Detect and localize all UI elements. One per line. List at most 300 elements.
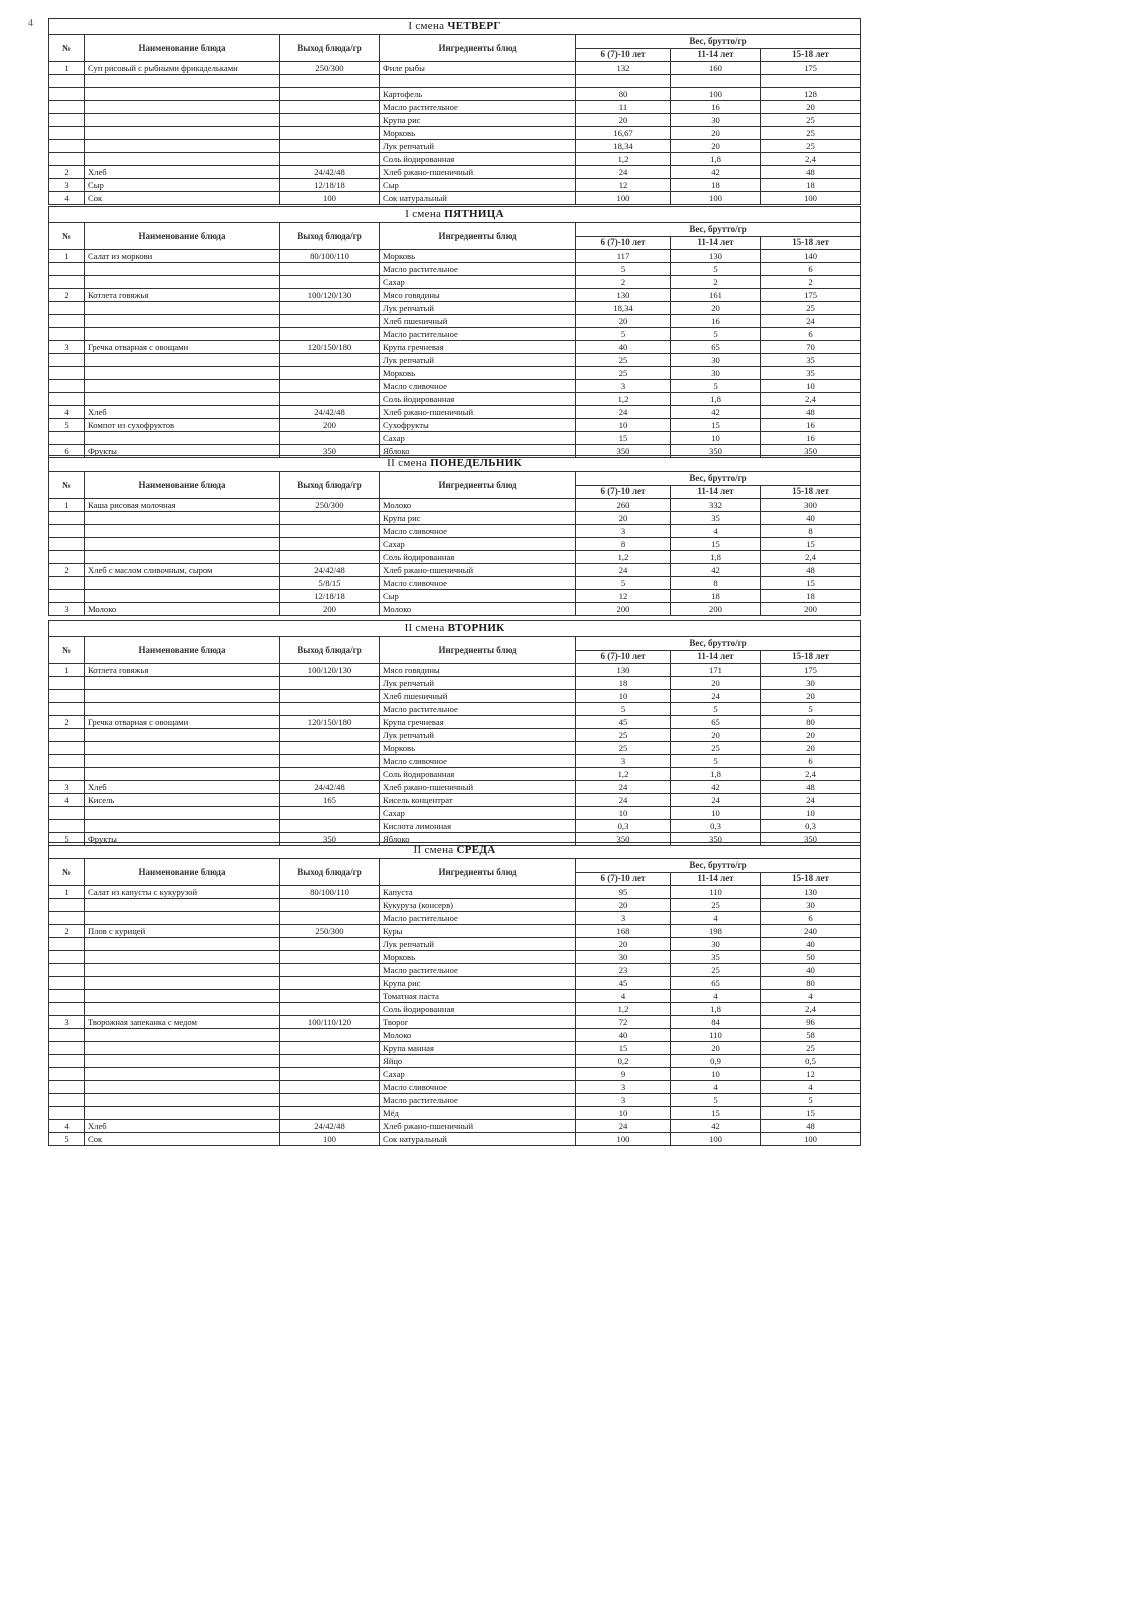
- dish-name: Суп рисовый с рыбными фрикадельками: [85, 62, 280, 75]
- dish-yield: [280, 912, 380, 925]
- weight-6-10: 24: [576, 781, 671, 794]
- weight-6-10: 45: [576, 977, 671, 990]
- table-row: [49, 603, 861, 616]
- header-ingredients: Ингредиенты блюд: [380, 472, 576, 499]
- ingredient-name: Крупа рис: [380, 977, 576, 990]
- weight-6-10: 18,34: [576, 302, 671, 315]
- dish-name: Сок: [85, 192, 280, 205]
- table-row: [49, 302, 861, 315]
- weight-6-10: 25: [576, 367, 671, 380]
- row-num: 4: [49, 192, 85, 205]
- header-age-6-10: 6 (7)-10 лет: [576, 872, 671, 886]
- dish-yield: [280, 1029, 380, 1042]
- table-row: [49, 1133, 861, 1146]
- weight-15-18: 35: [761, 354, 861, 367]
- dish-yield: [280, 127, 380, 140]
- weight-11-14: 20: [671, 127, 761, 140]
- ingredient-name: Морковь: [380, 951, 576, 964]
- dish-name: [85, 577, 280, 590]
- table-row: [49, 1107, 861, 1120]
- weight-6-10: 10: [576, 419, 671, 432]
- weight-15-18: 6: [761, 755, 861, 768]
- weight-11-14: 24: [671, 690, 761, 703]
- table-title: [49, 207, 861, 223]
- dish-name: [85, 951, 280, 964]
- weight-6-10: 5: [576, 703, 671, 716]
- dish-name: [85, 1107, 280, 1120]
- weight-15-18: 300: [761, 499, 861, 512]
- weight-6-10: 5: [576, 263, 671, 276]
- table-row: [49, 807, 861, 820]
- dish-yield: [280, 951, 380, 964]
- ingredient-name: Соль йодированная: [380, 153, 576, 166]
- dish-yield: [280, 328, 380, 341]
- weight-11-14: 110: [671, 1029, 761, 1042]
- table-row: [49, 1081, 861, 1094]
- weight-11-14: 25: [671, 964, 761, 977]
- dish-yield: [280, 315, 380, 328]
- weight-11-14: 110: [671, 886, 761, 899]
- ingredient-name: Кисель концентрат: [380, 794, 576, 807]
- weight-11-14: 0,3: [671, 820, 761, 833]
- dish-yield: 12/18/18: [280, 179, 380, 192]
- ingredient-name: Морковь: [380, 367, 576, 380]
- dish-name: Молоко: [85, 603, 280, 616]
- dish-yield: 80/100/110: [280, 886, 380, 899]
- ingredient-name: Соль йодированная: [380, 768, 576, 781]
- row-num: 5: [49, 833, 85, 846]
- ingredient-name: Крупа рис: [380, 512, 576, 525]
- row-num: [49, 153, 85, 166]
- dish-name: [85, 140, 280, 153]
- weight-11-14: 332: [671, 499, 761, 512]
- row-num: [49, 807, 85, 820]
- dish-name: [85, 1068, 280, 1081]
- weight-6-10: [576, 75, 671, 88]
- weight-6-10: 25: [576, 354, 671, 367]
- weight-11-14: 25: [671, 742, 761, 755]
- table-row: [49, 101, 861, 114]
- table-row: [49, 153, 861, 166]
- weight-11-14: 2: [671, 276, 761, 289]
- dish-yield: 250/300: [280, 499, 380, 512]
- weight-15-18: 140: [761, 250, 861, 263]
- ingredient-name: Сахар: [380, 538, 576, 551]
- weight-6-10: 117: [576, 250, 671, 263]
- ingredient-name: Молоко: [380, 1029, 576, 1042]
- dish-name: Фрукты: [85, 445, 280, 458]
- weight-11-14: 20: [671, 1042, 761, 1055]
- ingredient-name: Мясо говядины: [380, 289, 576, 302]
- dish-name: [85, 899, 280, 912]
- ingredient-name: Лук репчатый: [380, 677, 576, 690]
- weight-11-14: 65: [671, 716, 761, 729]
- header-weight: Вес, брутто/гр: [576, 859, 861, 873]
- menu-table-monday: [48, 455, 861, 616]
- table-row: [49, 406, 861, 419]
- dish-name: [85, 551, 280, 564]
- dish-name: [85, 328, 280, 341]
- table-row: [49, 289, 861, 302]
- row-num: [49, 380, 85, 393]
- weight-6-10: 1,2: [576, 551, 671, 564]
- weight-11-14: 65: [671, 977, 761, 990]
- dish-name: [85, 88, 280, 101]
- weight-6-10: 4: [576, 990, 671, 1003]
- header-age-15-18: 15-18 лет: [761, 872, 861, 886]
- weight-6-10: 20: [576, 114, 671, 127]
- ingredient-name: Творог: [380, 1016, 576, 1029]
- ingredient-name: Соль йодированная: [380, 1003, 576, 1016]
- ingredient-name: Яйцо: [380, 1055, 576, 1068]
- header-age-15-18: 15-18 лет: [761, 48, 861, 62]
- table-row: [49, 781, 861, 794]
- weight-6-10: 95: [576, 886, 671, 899]
- weight-15-18: 15: [761, 577, 861, 590]
- dish-name: [85, 990, 280, 1003]
- weight-6-10: 11: [576, 101, 671, 114]
- day-label: ПОНЕДЕЛЬНИК: [430, 457, 522, 469]
- row-num: 1: [49, 664, 85, 677]
- dish-yield: [280, 88, 380, 101]
- dish-yield: [280, 742, 380, 755]
- weight-6-10: 3: [576, 1081, 671, 1094]
- header-num: №: [49, 223, 85, 250]
- row-num: [49, 525, 85, 538]
- ingredient-name: Сок натуральный: [380, 192, 576, 205]
- row-num: [49, 677, 85, 690]
- table-row: [49, 742, 861, 755]
- weight-6-10: 100: [576, 192, 671, 205]
- dish-yield: 350: [280, 833, 380, 846]
- dish-name: [85, 820, 280, 833]
- row-num: [49, 354, 85, 367]
- dish-name: [85, 380, 280, 393]
- header-dish-name: Наименование блюда: [85, 859, 280, 886]
- row-num: [49, 742, 85, 755]
- weight-11-14: 42: [671, 406, 761, 419]
- weight-11-14: 30: [671, 938, 761, 951]
- weight-15-18: 48: [761, 1120, 861, 1133]
- table-row: [49, 166, 861, 179]
- table-row: [49, 1055, 861, 1068]
- ingredient-name: Сыр: [380, 590, 576, 603]
- weight-15-18: 40: [761, 964, 861, 977]
- weight-11-14: 15: [671, 419, 761, 432]
- weight-11-14: 1,8: [671, 153, 761, 166]
- row-num: [49, 1003, 85, 1016]
- row-num: [49, 590, 85, 603]
- ingredient-name: Морковь: [380, 250, 576, 263]
- weight-11-14: 350: [671, 833, 761, 846]
- weight-15-18: [761, 75, 861, 88]
- dish-yield: [280, 1068, 380, 1081]
- weight-15-18: 130: [761, 886, 861, 899]
- header-age-11-14: 11-14 лет: [671, 236, 761, 250]
- weight-6-10: 10: [576, 807, 671, 820]
- dish-yield: [280, 153, 380, 166]
- weight-11-14: 5: [671, 703, 761, 716]
- dish-yield: [280, 1081, 380, 1094]
- dish-yield: [280, 140, 380, 153]
- weight-15-18: 30: [761, 677, 861, 690]
- weight-11-14: 5: [671, 328, 761, 341]
- ingredient-name: Хлеб ржано-пшеничный: [380, 564, 576, 577]
- row-num: [49, 551, 85, 564]
- row-num: 3: [49, 781, 85, 794]
- weight-11-14: [671, 75, 761, 88]
- dish-name: Компот из сухофруктов: [85, 419, 280, 432]
- dish-name: [85, 1003, 280, 1016]
- row-num: [49, 114, 85, 127]
- shift-label: I смена: [405, 208, 442, 220]
- weight-6-10: 350: [576, 445, 671, 458]
- table-row: [49, 925, 861, 938]
- weight-11-14: 30: [671, 354, 761, 367]
- weight-6-10: 24: [576, 794, 671, 807]
- weight-15-18: 0,3: [761, 820, 861, 833]
- dish-yield: [280, 512, 380, 525]
- page-number: 4: [28, 18, 33, 29]
- header-weight: Вес, брутто/гр: [576, 35, 861, 49]
- weight-6-10: 40: [576, 341, 671, 354]
- weight-11-14: 161: [671, 289, 761, 302]
- table-row: [49, 75, 861, 88]
- row-num: [49, 367, 85, 380]
- weight-6-10: 3: [576, 912, 671, 925]
- weight-15-18: 2,4: [761, 551, 861, 564]
- table-row: [49, 250, 861, 263]
- table-row: [49, 755, 861, 768]
- table-row: [49, 590, 861, 603]
- weight-6-10: 12: [576, 179, 671, 192]
- ingredient-name: Крупа гречневая: [380, 716, 576, 729]
- table-row: [49, 328, 861, 341]
- header-age-15-18: 15-18 лет: [761, 485, 861, 499]
- header-age-6-10: 6 (7)-10 лет: [576, 236, 671, 250]
- table-row: [49, 1029, 861, 1042]
- row-num: [49, 1094, 85, 1107]
- dish-yield: 200: [280, 603, 380, 616]
- weight-15-18: 20: [761, 729, 861, 742]
- weight-15-18: 2,4: [761, 768, 861, 781]
- dish-name: Котлета говяжья: [85, 289, 280, 302]
- ingredient-name: Масло растительное: [380, 101, 576, 114]
- row-num: [49, 75, 85, 88]
- weight-6-10: 2: [576, 276, 671, 289]
- table-row: [49, 716, 861, 729]
- row-num: [49, 729, 85, 742]
- weight-6-10: 1,2: [576, 1003, 671, 1016]
- dish-name: [85, 127, 280, 140]
- dish-yield: 24/42/48: [280, 1120, 380, 1133]
- table-row: [49, 380, 861, 393]
- dish-yield: 250/300: [280, 925, 380, 938]
- header-num: №: [49, 472, 85, 499]
- weight-6-10: 1,2: [576, 153, 671, 166]
- header-ingredients: Ингредиенты блюд: [380, 35, 576, 62]
- header-num: №: [49, 637, 85, 664]
- ingredient-name: Масло сливочное: [380, 525, 576, 538]
- weight-11-14: 65: [671, 341, 761, 354]
- header-ingredients: Ингредиенты блюд: [380, 637, 576, 664]
- ingredient-name: Томатная паста: [380, 990, 576, 1003]
- weight-6-10: 25: [576, 729, 671, 742]
- dish-name: [85, 302, 280, 315]
- ingredient-name: Крупа манная: [380, 1042, 576, 1055]
- weight-15-18: 175: [761, 664, 861, 677]
- weight-11-14: 8: [671, 577, 761, 590]
- dish-yield: [280, 677, 380, 690]
- dish-yield: [280, 276, 380, 289]
- menu-table-tuesday: [48, 620, 861, 846]
- dish-yield: [280, 1107, 380, 1120]
- weight-15-18: 16: [761, 432, 861, 445]
- dish-name: [85, 768, 280, 781]
- weight-6-10: 30: [576, 951, 671, 964]
- dish-yield: [280, 768, 380, 781]
- weight-15-18: 80: [761, 977, 861, 990]
- weight-6-10: 8: [576, 538, 671, 551]
- weight-6-10: 20: [576, 512, 671, 525]
- weight-15-18: 48: [761, 564, 861, 577]
- weight-6-10: 5: [576, 577, 671, 590]
- weight-6-10: 12: [576, 590, 671, 603]
- dish-yield: 120/150/180: [280, 341, 380, 354]
- dish-yield: [280, 964, 380, 977]
- table-row: [49, 912, 861, 925]
- weight-6-10: 20: [576, 899, 671, 912]
- weight-15-18: 2,4: [761, 1003, 861, 1016]
- weight-15-18: 25: [761, 127, 861, 140]
- header-yield: Выход блюда/гр: [280, 859, 380, 886]
- dish-yield: [280, 729, 380, 742]
- ingredient-name: Хлеб пшеничный: [380, 315, 576, 328]
- weight-15-18: 175: [761, 62, 861, 75]
- weight-11-14: 30: [671, 367, 761, 380]
- weight-11-14: 15: [671, 1107, 761, 1120]
- row-num: [49, 977, 85, 990]
- shift-label: II смена: [413, 844, 454, 856]
- weight-11-14: 200: [671, 603, 761, 616]
- dish-yield: 12/18/18: [280, 590, 380, 603]
- table-row: [49, 354, 861, 367]
- dish-name: [85, 367, 280, 380]
- dish-name: Плов с курицей: [85, 925, 280, 938]
- table-row: [49, 88, 861, 101]
- row-num: [49, 703, 85, 716]
- row-num: [49, 263, 85, 276]
- dish-yield: [280, 393, 380, 406]
- weight-11-14: 15: [671, 538, 761, 551]
- ingredient-name: Масло растительное: [380, 1094, 576, 1107]
- dish-yield: [280, 551, 380, 564]
- ingredient-name: Яблоко: [380, 445, 576, 458]
- table-row: [49, 525, 861, 538]
- weight-11-14: 198: [671, 925, 761, 938]
- table-row: [49, 140, 861, 153]
- ingredient-name: Яблоко: [380, 833, 576, 846]
- dish-name: [85, 938, 280, 951]
- dish-yield: 100/120/130: [280, 289, 380, 302]
- weight-6-10: 10: [576, 690, 671, 703]
- row-num: [49, 1068, 85, 1081]
- table-row: [49, 899, 861, 912]
- dish-yield: [280, 1042, 380, 1055]
- row-num: [49, 140, 85, 153]
- weight-15-18: 25: [761, 302, 861, 315]
- table-row: [49, 1003, 861, 1016]
- weight-6-10: 1,2: [576, 393, 671, 406]
- dish-yield: [280, 367, 380, 380]
- header-yield: Выход блюда/гр: [280, 35, 380, 62]
- weight-15-18: 20: [761, 101, 861, 114]
- header-num: №: [49, 859, 85, 886]
- dish-yield: 100/110/120: [280, 1016, 380, 1029]
- weight-15-18: 350: [761, 445, 861, 458]
- row-num: 3: [49, 341, 85, 354]
- weight-6-10: 40: [576, 1029, 671, 1042]
- ingredient-name: Лук репчатый: [380, 140, 576, 153]
- table-title: [49, 621, 861, 637]
- weight-6-10: 130: [576, 664, 671, 677]
- weight-11-14: 25: [671, 899, 761, 912]
- menu-table-friday: [48, 206, 861, 458]
- table-row: [49, 794, 861, 807]
- weight-15-18: 35: [761, 367, 861, 380]
- weight-15-18: 24: [761, 794, 861, 807]
- dish-yield: [280, 899, 380, 912]
- row-num: [49, 912, 85, 925]
- row-num: [49, 512, 85, 525]
- weight-6-10: 18: [576, 677, 671, 690]
- ingredient-name: Сахар: [380, 432, 576, 445]
- ingredient-name: Лук репчатый: [380, 302, 576, 315]
- dish-name: [85, 677, 280, 690]
- ingredient-name: Сыр: [380, 179, 576, 192]
- dish-name: [85, 354, 280, 367]
- header-age-11-14: 11-14 лет: [671, 485, 761, 499]
- weight-6-10: 5: [576, 328, 671, 341]
- table-row: [49, 512, 861, 525]
- header-age-11-14: 11-14 лет: [671, 48, 761, 62]
- weight-15-18: 128: [761, 88, 861, 101]
- weight-15-18: 15: [761, 1107, 861, 1120]
- header-dish-name: Наименование блюда: [85, 35, 280, 62]
- dish-name: [85, 1094, 280, 1107]
- dish-name: [85, 703, 280, 716]
- ingredient-name: Лук репчатый: [380, 729, 576, 742]
- table-row: [49, 564, 861, 577]
- dish-yield: [280, 1094, 380, 1107]
- weight-6-10: 260: [576, 499, 671, 512]
- dish-yield: [280, 380, 380, 393]
- weight-11-14: 35: [671, 951, 761, 964]
- menu-table-wednesday: [48, 842, 861, 1146]
- ingredient-name: Хлеб ржано-пшеничный: [380, 406, 576, 419]
- dish-name: Творожная запеканка с медом: [85, 1016, 280, 1029]
- dish-name: Гречка отварная с овощами: [85, 716, 280, 729]
- row-num: [49, 951, 85, 964]
- weight-11-14: 42: [671, 1120, 761, 1133]
- row-num: 5: [49, 419, 85, 432]
- dish-name: [85, 276, 280, 289]
- header-ingredients: Ингредиенты блюд: [380, 223, 576, 250]
- table-row: [49, 703, 861, 716]
- table-title: [49, 843, 861, 859]
- ingredient-name: Масло растительное: [380, 703, 576, 716]
- dish-name: [85, 393, 280, 406]
